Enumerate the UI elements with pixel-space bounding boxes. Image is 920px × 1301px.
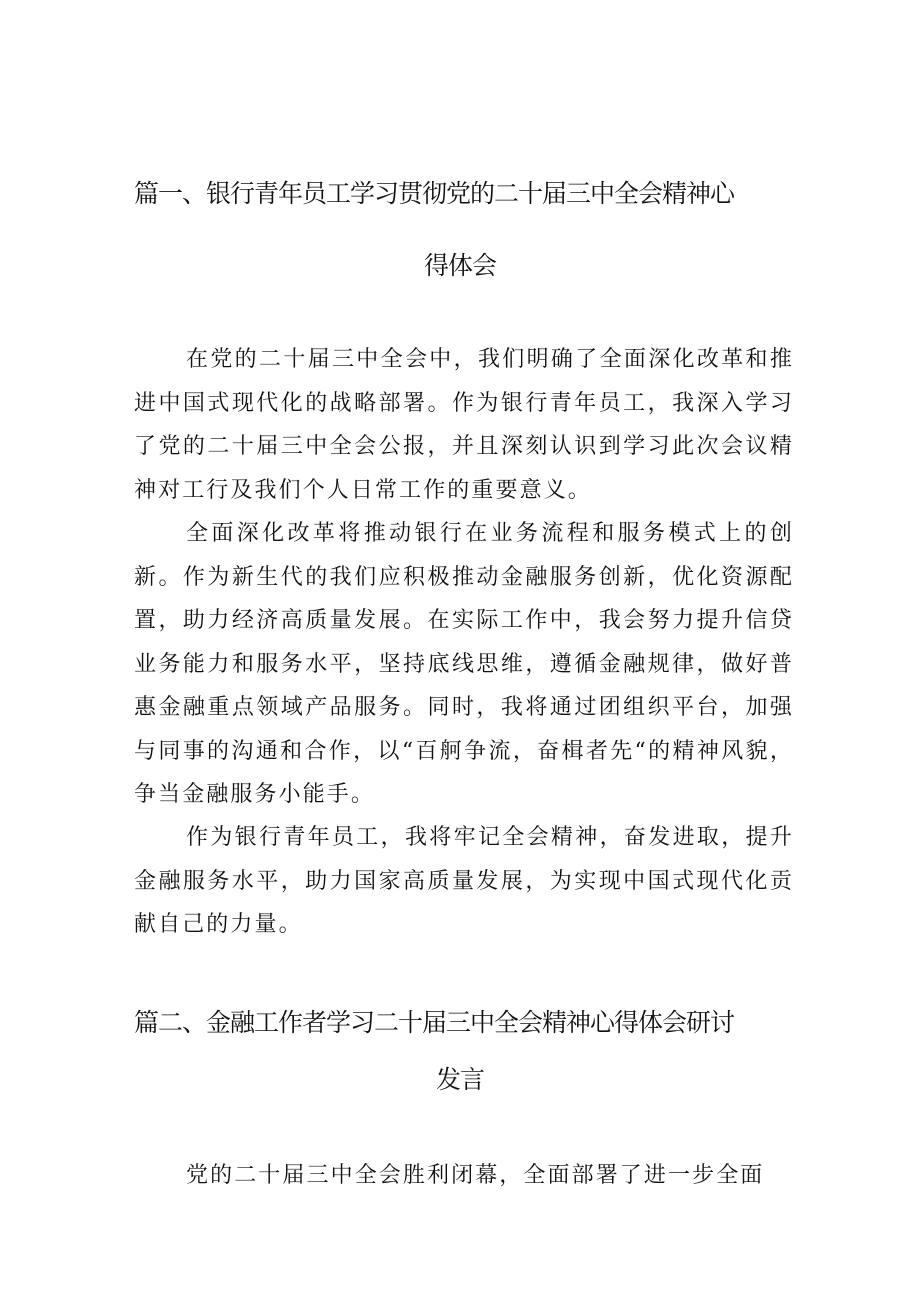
section-2-paragraph-1: 党的二十届三中全会胜利闭幕，全面部署了进一步全面 [186, 1163, 765, 1188]
section-1-heading-line-1: 篇一、银行青年员工学习贯彻党的二十届三中全会精神心 [134, 179, 735, 208]
section-1-paragraph-3: 作为银行青年员工，我将牢记全会精神，奋发进取，提升金融服务水平，助力国家高质量发展，为实现中国式现代化贡献自己的力量。 [134, 825, 794, 937]
section-2-heading-line-1: 篇二、金融工作者学习二十届三中全会精神心得体会研讨 [134, 1008, 735, 1037]
section-1-paragraph-2: 全面深化改革将推动银行在业务流程和服务模式上的创新。作为新生代的我们应积极推动金融服务创新，优化资源配置，助力经济高质量发展。在实际工作中，我会努力提升信贷业务能力和服务水平，坚持底线思维，遵循金融规律，做好普惠金融重点领域产品服务。同时，我将通过团组织平台，加强与同事的沟通和合作，以“百舸争流，奋楫者先“的精神风貌，争当金融服务小能手。 [134, 521, 794, 807]
section-2-heading-line-2: 发言 [435, 1065, 484, 1094]
section-1-heading-line-2: 得体会 [423, 251, 496, 280]
section-1-paragraph-1: 在党的二十届三中全会中，我们明确了全面深化改革和推进中国式现代化的战略部署。作为银行青年员工，我深入学习了党的二十届三中全会公报，并且深刻认识到学习此次会议精神对工行及我们个人日常工作的重要意义。 [134, 347, 794, 503]
